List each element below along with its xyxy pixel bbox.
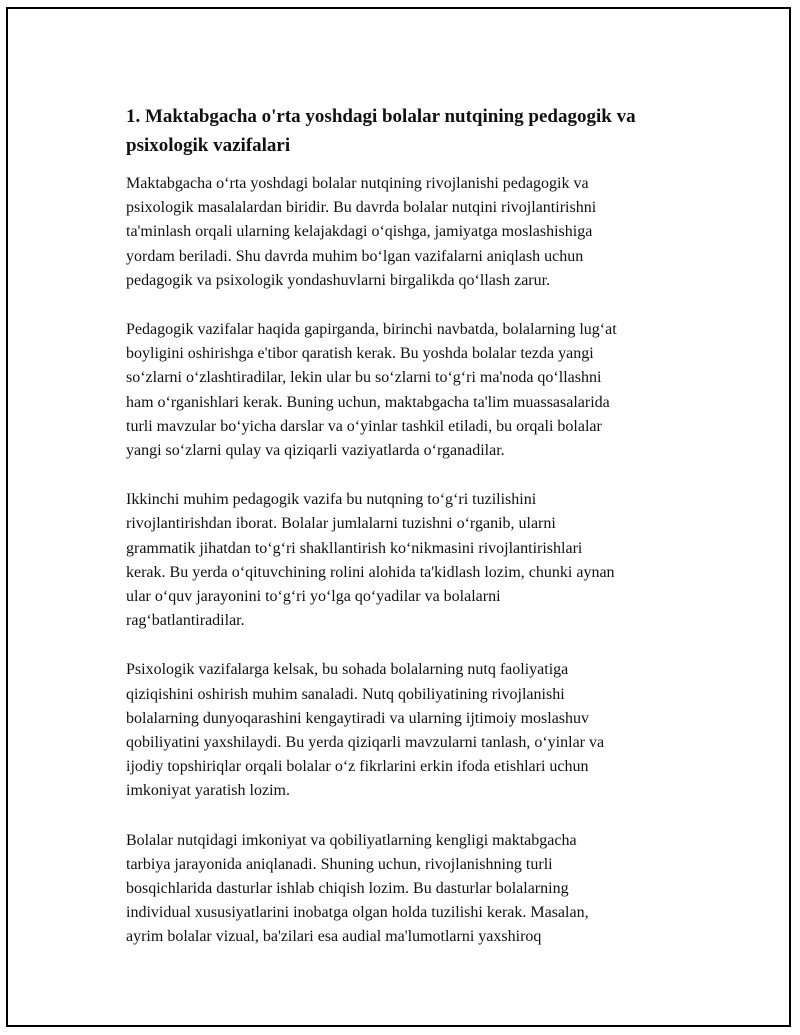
page-frame [6, 7, 791, 1027]
text-line: yordam beriladi. Shu davrda muhim bo‘lgan vazifalarni aniqlash uchun [126, 247, 584, 265]
text-line: bolalarning dunyoqarashini kengaytiradi va ularning ijtimoiy moslashuv [126, 709, 590, 727]
text-line: turli mavzular bo‘yicha darslar va o‘yinlar tashkil etiladi, bu orqali bolalar [126, 417, 602, 435]
document-body [126, 102, 698, 975]
text-line: ijodiy topshiriqlar orqali bolalar o‘z fikrlarini erkin ifoda etishlari uchun [126, 758, 589, 776]
text-line: pedagogik va psixologik yondashuvlarni birgalikda qo‘llash zarur. [126, 271, 551, 289]
text-line: rag‘batlantiradilar. [126, 612, 245, 630]
text-line: tarbiya jarayonida aniqlanadi. Shuning uchun, rivojlanishning turli [126, 855, 553, 873]
text-line: ular o‘quv jarayonini to‘g‘ri yo‘lga qo‘yadilar va bolalarni [126, 588, 501, 606]
text-line: so‘zlarni o‘zlashtiradilar, lekin ular bu so‘zlarni to‘g‘ri ma'noda qo‘llashni [126, 369, 602, 387]
text-line: Pedagogik vazifalar haqida gapirganda, birinchi navbatda, bolalarning lug‘at [126, 321, 617, 339]
text-line: ham o‘rganishlari kerak. Buning uchun, maktabgacha ta'lim muassasalarida [126, 393, 610, 411]
text-line: bosqichlarida dasturlar ishlab chiqish lozim. Bu dasturlar bolalarning [126, 880, 569, 898]
text-line: imkoniyat yaratish lozim. [126, 782, 290, 800]
paragraph [126, 172, 698, 293]
paragraph [126, 488, 698, 633]
text-line: yangi so‘zlarni qulay va qiziqarli vaziyatlarda o‘rganadilar. [126, 442, 505, 460]
heading-line: psixologik vazifalari [126, 135, 291, 156]
section-heading [126, 102, 698, 160]
text-line: qobiliyatini yaxshilaydi. Bu yerda qiziqarli mavzularni tanlash, o‘yinlar va [126, 734, 605, 752]
paragraph [126, 318, 698, 463]
paragraph [126, 829, 698, 950]
paragraph [126, 658, 698, 803]
text-line: individual xususiyatlarini inobatga olgan holda tuzilishi kerak. Masalan, [126, 904, 589, 922]
text-line: ayrim bolalar vizual, ba'zilari esa audial ma'lumotlarni yaxshiroq [126, 928, 542, 946]
text-line: Psixologik vazifalarga kelsak, bu sohada bolalarning nutq faoliyatiga [126, 661, 569, 679]
text-line: qiziqishini oshirish muhim sanaladi. Nutq qobiliyatining rivojlanishi [126, 685, 565, 703]
text-line: rivojlantirishdan iborat. Bolalar jumlalarni tuzishni o‘rganib, ularni [126, 515, 556, 533]
text-line: Bolalar nutqidagi imkoniyat va qobiliyatlarning kengligi maktabgacha [126, 831, 577, 849]
text-line: Maktabgacha o‘rta yoshdagi bolalar nutqining rivojlanishi pedagogik va [126, 175, 589, 192]
heading-line: 1. Maktabgacha o'rta yoshdagi bolalar nutqining pedagogik va [126, 106, 636, 127]
text-line: Ikkinchi muhim pedagogik vazifa bu nutqning to‘g‘ri tuzilishini [126, 491, 537, 509]
text-line: boyligini oshirishga e'tibor qaratish kerak. Bu yoshda bolalar tezda yangi [126, 345, 594, 363]
text-line: grammatik jihatdan to‘g‘ri shakllantirish ko‘nikmasini rivojlantirishlari [126, 539, 583, 557]
text-line: kerak. Bu yerda o‘qituvchining rolini alohida ta'kidlash lozim, chunki aynan [126, 563, 615, 581]
text-line: psixologik masalalardan biridir. Bu davrda bolalar nutqini rivojlantirishni [126, 199, 597, 217]
text-line: ta'minlash orqali ularning kelajakdagi o‘qishga, jamiyatga moslashishiga [126, 223, 593, 241]
